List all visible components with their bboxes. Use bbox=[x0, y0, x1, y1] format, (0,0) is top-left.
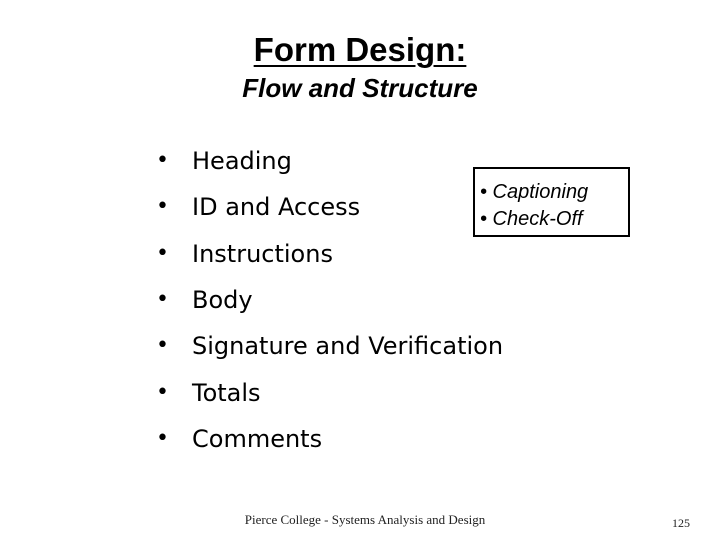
bullet-text: Instructions bbox=[192, 239, 333, 268]
bullet-item-signature bbox=[150, 323, 570, 369]
callout-item-check-off: • Check-Off bbox=[480, 208, 583, 230]
slide-title bbox=[0, 30, 720, 70]
slide-subtitle: Flow and Structure bbox=[242, 73, 478, 103]
bullet-dot-icon: • bbox=[156, 148, 169, 174]
callout-item-captioning: • Captioning bbox=[480, 181, 589, 203]
bullet-item-body bbox=[150, 277, 570, 323]
bullet-dot-icon: • bbox=[156, 379, 169, 405]
slide-title-text: Form Design: bbox=[253, 31, 467, 68]
bullet-text: Signature and Verification bbox=[192, 332, 504, 361]
bullet-item-totals bbox=[150, 369, 570, 415]
callout-box bbox=[473, 167, 630, 237]
bullet-item-comments bbox=[150, 416, 570, 462]
bullet-text: Body bbox=[192, 286, 253, 315]
bullet-text: Heading bbox=[192, 147, 292, 176]
bullet-dot-icon: • bbox=[156, 287, 169, 313]
bullet-dot-icon: • bbox=[156, 240, 169, 266]
slide-footer: Pierce College - Systems Analysis and Design bbox=[244, 512, 486, 527]
bullet-text: Comments bbox=[192, 424, 323, 453]
bullet-dot-icon: • bbox=[156, 425, 169, 451]
bullet-text: ID and Access bbox=[192, 193, 361, 222]
bullet-item-instructions bbox=[150, 231, 570, 277]
bullet-dot-icon: • bbox=[156, 333, 169, 359]
bullet-dot-icon: • bbox=[156, 194, 169, 220]
page-number: 125 bbox=[672, 516, 690, 530]
bullet-text: Totals bbox=[192, 378, 261, 407]
